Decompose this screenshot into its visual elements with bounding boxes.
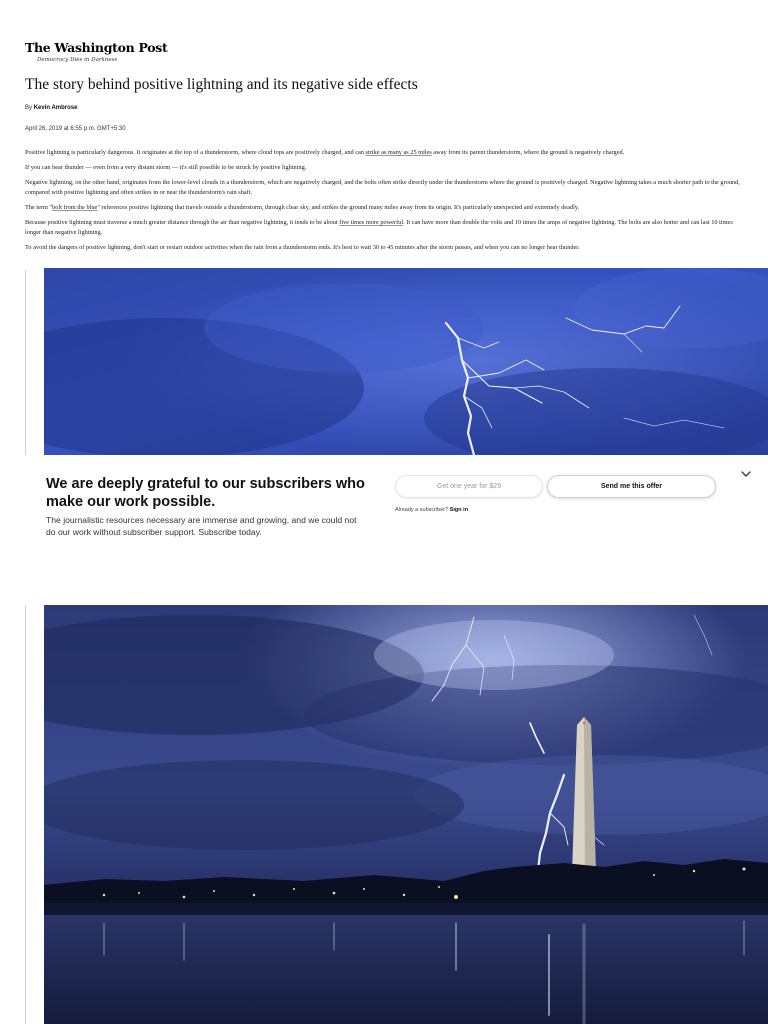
inline-link[interactable]: strike as many as 25 miles bbox=[365, 149, 432, 156]
article-paragraph: The term "bolt from the blue" references positive lightning that travels outside a thunderstorm, through clear sky, and strikes the ground many miles away from its origin. It's particularly unexpected and extremely deadly. bbox=[25, 204, 580, 211]
washington-monument-lightning-photo bbox=[44, 605, 768, 1024]
byline bbox=[25, 105, 77, 111]
article-paragraph: If you can hear thunder — even from a very distant storm — it's still possible to be struck by positive lightning. bbox=[25, 164, 307, 171]
inline-link[interactable]: bolt from the blue bbox=[52, 204, 98, 211]
article-body bbox=[25, 148, 743, 258]
photo-margin-rule bbox=[25, 270, 26, 455]
inline-link[interactable]: five times more powerful bbox=[339, 219, 404, 226]
article-paragraph: Negative lightning, on the other hand, originates from the lower-level clouds in a thunderstorm, which are negatively charged, and the bolts often strike directly under the thunderstorm where the ground is positively charged. Negative lightning takes a much shorter path to the ground, compared with positive lightning and often strikes in or near the thunderstorm's rain shaft. bbox=[25, 179, 740, 196]
lightning-photo bbox=[44, 268, 768, 455]
masthead bbox=[25, 40, 168, 63]
already-subscriber-text: Already a subscriber? bbox=[395, 507, 449, 513]
subscribe-banner bbox=[0, 455, 768, 555]
publish-date: April 26, 2019 at 6:55 p.m. GMT+5:30 bbox=[25, 126, 126, 132]
article-headline: The story behind positive lightning and its negative side effects bbox=[25, 76, 418, 93]
byline-prefix: By bbox=[25, 105, 33, 111]
chevron-down-icon[interactable] bbox=[740, 469, 752, 479]
banner-description: The journalistic resources necessary are immense and growing, and we could not do our work without subscriber support. Subscribe today. bbox=[46, 515, 357, 537]
author-link[interactable]: Kevin Ambrose bbox=[33, 105, 78, 111]
article-paragraph: Positive lightning is particularly dangerous. It originates at the top of a thunderstorm, where cloud tops are positively charged, and can strike as many as 25 miles away from its parent thunderstorm, where the ground is negatively charged. bbox=[25, 149, 625, 156]
already-subscriber bbox=[395, 507, 468, 513]
masthead-tagline: Democracy Dies in Darkness bbox=[37, 57, 118, 63]
article-paragraph: To avoid the dangers of positive lightning, don't start or restart outdoor activities when the rain from a thunderstorm ends. It's best to wait 30 to 45 minutes after the storm passes, and when you can no longer hear thunder. bbox=[25, 244, 580, 251]
banner-title: We are deeply grateful to our subscribers who make our work possible. bbox=[46, 476, 365, 510]
washington-post-logo[interactable]: The Washington Post bbox=[25, 40, 168, 55]
photo-margin-rule bbox=[25, 605, 26, 1024]
article-paragraph: Because positive lightning must traverse a much greater distance through the air than negative lightning, it tends to be about five times more powerful. It can have more than double the volts and 10 times the amps of negative lightning. The bolts are also hotter and can last 10 times longer than negative lightning. bbox=[25, 219, 733, 236]
sign-in-link[interactable]: Sign in bbox=[449, 507, 469, 513]
one-year-offer-button[interactable]: Get one year for $29 bbox=[395, 475, 543, 498]
send-offer-button[interactable]: Send me this offer bbox=[547, 475, 716, 498]
